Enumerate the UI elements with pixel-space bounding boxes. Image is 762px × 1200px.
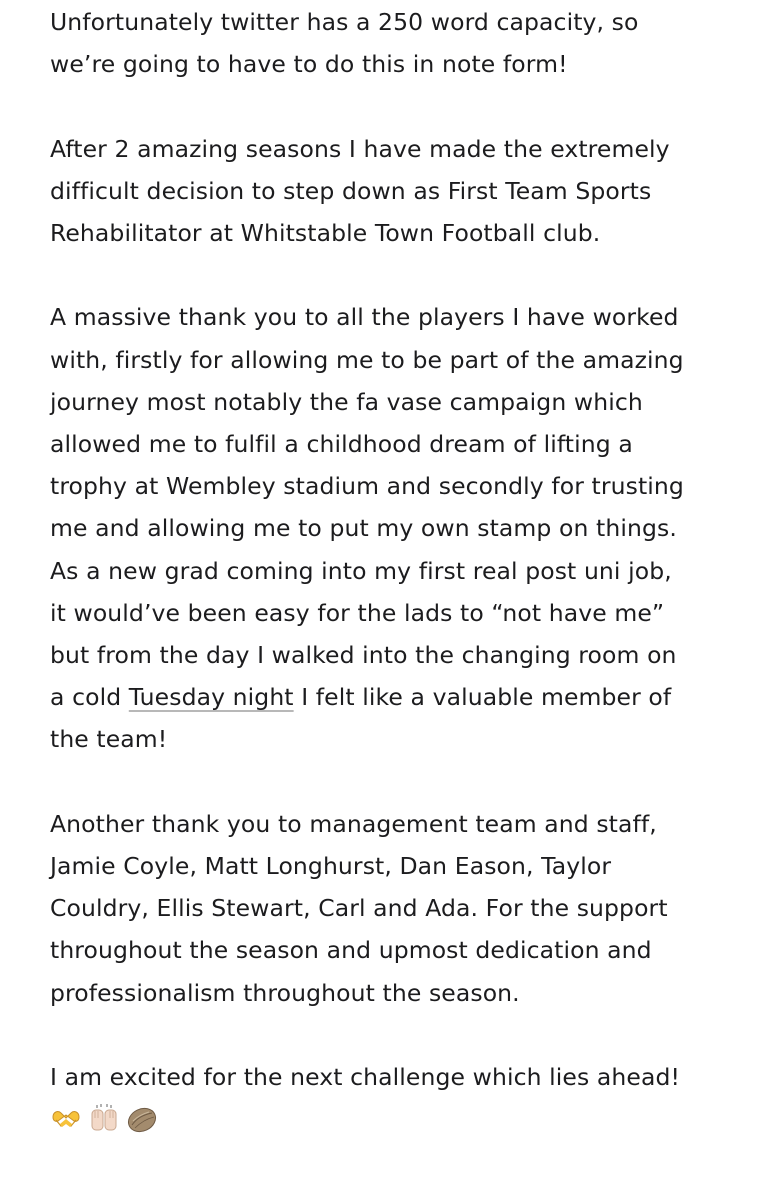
paragraph-decision: After 2 amazing seasons I have made the extremely difficult decision to step down as First Team Sports Rehabilitator at Whitstable Town Football club.	[50, 134, 670, 247]
oyster-icon	[126, 1103, 158, 1135]
paragraph-thanks-staff: Another thank you to management team and staff, Jamie Coyle, Matt Longhurst, Dan Eason, Taylor Couldry, Ellis Stewart, Carl and Ada. For the support throughout the season and upmost dedication and professionalism throughout the season.	[50, 809, 668, 1007]
paragraph-closing: I am excited for the next challenge which lies ahead!	[50, 1063, 680, 1092]
date-link-tuesday-night[interactable]: Tuesday night	[128, 683, 294, 712]
paragraph-thanks-players	[50, 296, 740, 760]
paragraph-intro: Unfortunately twitter has a 250 word capacity, so we’re going to have to do this in note form!	[50, 8, 639, 79]
paragraph-thanks-players-text: A massive thank you to all the players I have worked with, firstly for allowing me to be part of the amazing journey most notably the fa vase campaign which allowed me to fulfil a childhood dream of lifting a trophy at Wembley stadium and secondly for trusting me and allowing me to put my own stamp on things. As a new grad coming into my first real post uni job, it would’ve been easy for the lads to “not have me” but from the day I walked into the changing room on a cold	[50, 303, 684, 712]
note-body	[50, 0, 740, 1140]
emoji-row	[50, 1098, 740, 1140]
raising-hands-icon	[88, 1103, 120, 1135]
heart-hands-icon	[50, 1103, 82, 1135]
paragraph-thanks-players-end: I felt like a valuable member of the team!	[50, 683, 672, 754]
